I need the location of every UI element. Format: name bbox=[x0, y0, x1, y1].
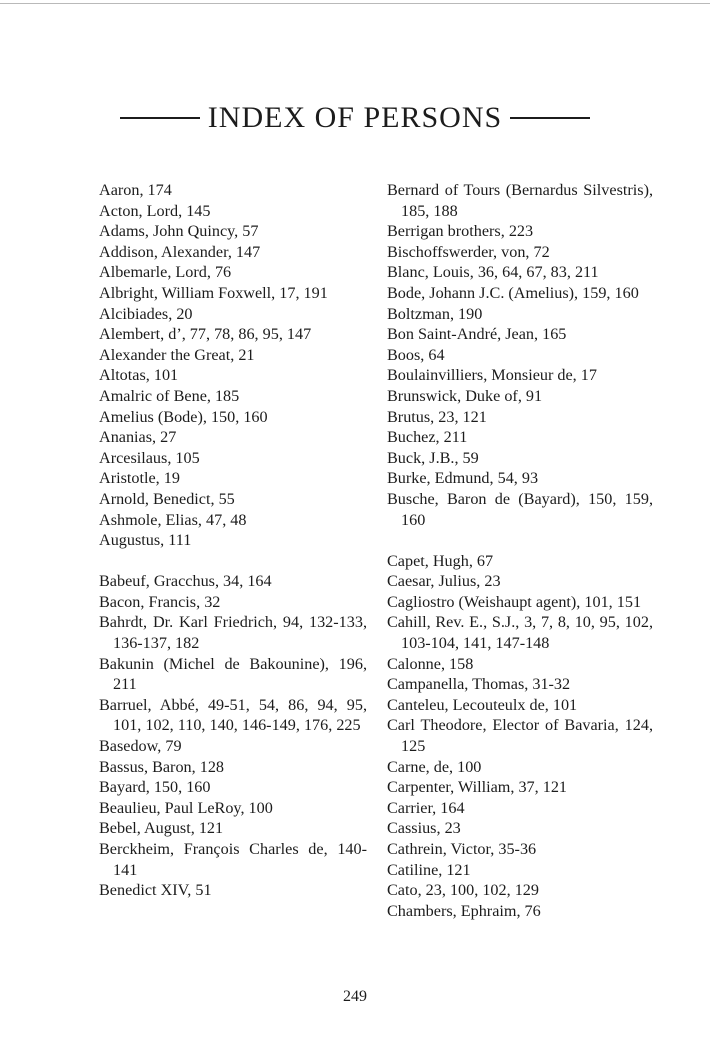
title-right-rule bbox=[510, 117, 590, 119]
index-entry: Blanc, Louis, 36, 64, 67, 83, 211 bbox=[387, 263, 599, 282]
index-entry: Catiline, 121 bbox=[387, 860, 471, 879]
index-entry: Cato, 23, 100, 102, 129 bbox=[387, 881, 539, 900]
index-column-right bbox=[387, 180, 653, 921]
index-entry: Cahill, Rev. E., S.J., 3, 7, 8, 10, 95, 102, 103-104, 141, 147-148 bbox=[387, 613, 653, 653]
index-entry: Adams, John Quincy, 57 bbox=[99, 222, 259, 241]
page-number: 249 bbox=[343, 988, 367, 1005]
index-entry: Busche, Baron de (Bayard), 150, 159, 160 bbox=[387, 489, 653, 529]
index-entry: Cathrein, Victor, 35-36 bbox=[387, 840, 537, 858]
index-entry: Acton, Lord, 145 bbox=[99, 201, 211, 220]
index-entry: Carl Theodore, Elector of Bavaria, 124, 125 bbox=[387, 716, 653, 756]
index-entry: Buck, J.B., 59 bbox=[387, 448, 479, 467]
index-entry: Ashmole, Elias, 47, 48 bbox=[99, 510, 247, 529]
index-entry: Boltzman, 190 bbox=[387, 304, 483, 323]
top-border-line bbox=[0, 3, 710, 4]
index-entry: Canteleu, Lecouteulx de, 101 bbox=[387, 695, 578, 714]
page-title-block bbox=[0, 98, 710, 138]
index-entry: Cagliostro (Weishaupt agent), 101, 151 bbox=[387, 592, 642, 611]
index-entry: Alexander the Great, 21 bbox=[99, 345, 255, 364]
index-entry: Barruel, Abbé, 49-51, 54, 86, 94, 95, 101, 102, 110, 140, 146-149, 176, 225 bbox=[99, 695, 367, 735]
index-entry: Bacon, Francis, 32 bbox=[99, 592, 221, 611]
index-entry: Arnold, Benedict, 55 bbox=[99, 489, 235, 508]
index-entry: Amelius (Bode), 150, 160 bbox=[99, 407, 268, 426]
index-entry: Bernard of Tours (Bernardus Silvestris), 185, 188 bbox=[387, 181, 653, 220]
index-entry: Augustus, 111 bbox=[99, 531, 192, 550]
index-entry: Albright, William Foxwell, 17, 191 bbox=[99, 283, 328, 302]
index-entry: Beaulieu, Paul LeRoy, 100 bbox=[99, 798, 273, 817]
index-entry: Brutus, 23, 121 bbox=[387, 407, 487, 426]
index-entry: Aaron, 174 bbox=[99, 181, 172, 199]
index-entry: Brunswick, Duke of, 91 bbox=[387, 386, 543, 405]
index-entry: Babeuf, Gracchus, 34, 164 bbox=[99, 572, 272, 591]
index-entry: Boulainvilliers, Monsieur de, 17 bbox=[387, 366, 597, 385]
index-entry: Carrier, 164 bbox=[387, 798, 465, 817]
index-entry: Boos, 64 bbox=[387, 345, 445, 364]
index-entry: Albemarle, Lord, 76 bbox=[99, 263, 232, 282]
index-column-left bbox=[99, 180, 367, 901]
index-entry: Bebel, August, 121 bbox=[99, 819, 224, 838]
page-title: INDEX OF PERSONS bbox=[207, 101, 503, 134]
index-entry: Ananias, 27 bbox=[99, 428, 177, 447]
index-entry: Berrigan brothers, 223 bbox=[387, 222, 534, 241]
index-entry: Campanella, Thomas, 31-32 bbox=[387, 675, 571, 694]
title-left-rule bbox=[120, 117, 200, 119]
index-entry: Bakunin (Michel de Bakounine), 196, 211 bbox=[99, 654, 367, 694]
index-entry: Amalric of Bene, 185 bbox=[99, 386, 240, 405]
index-entry: Burke, Edmund, 54, 93 bbox=[387, 469, 539, 488]
index-entry: Arcesilaus, 105 bbox=[99, 448, 200, 467]
index-entry: Bassus, Baron, 128 bbox=[99, 757, 225, 776]
index-entry: Carpenter, William, 37, 121 bbox=[387, 778, 568, 797]
index-entry: Calonne, 158 bbox=[387, 654, 474, 673]
index-entry: Bode, Johann J.C. (Amelius), 159, 160 bbox=[387, 283, 639, 302]
index-entry: Caesar, Julius, 23 bbox=[387, 572, 501, 591]
index-entry: Cassius, 23 bbox=[387, 819, 461, 838]
index-entry: Basedow, 79 bbox=[99, 737, 182, 756]
index-entry: Carne, de, 100 bbox=[387, 757, 482, 776]
index-entry: Alcibiades, 20 bbox=[99, 304, 193, 323]
index-entry: Bayard, 150, 160 bbox=[99, 778, 211, 797]
index-entry: Bischoffswerder, von, 72 bbox=[387, 242, 550, 261]
index-entry: Berckheim, François Charles de, 140-141 bbox=[99, 840, 367, 879]
index-entry: Altotas, 101 bbox=[99, 366, 179, 385]
index-entry: Chambers, Ephraim, 76 bbox=[387, 901, 541, 920]
index-entry: Aristotle, 19 bbox=[99, 469, 180, 488]
index-entry: Bon Saint-André, Jean, 165 bbox=[387, 325, 567, 344]
index-entry: Benedict XIV, 51 bbox=[99, 881, 212, 900]
index-entry: Capet, Hugh, 67 bbox=[387, 551, 494, 570]
index-entry: Bahrdt, Dr. Karl Friedrich, 94, 132-133, 136-137, 182 bbox=[99, 613, 367, 653]
index-entry: Addison, Alexander, 147 bbox=[99, 242, 261, 261]
index-entry: Buchez, 211 bbox=[387, 428, 468, 447]
index-entry: Alembert, d’, 77, 78, 86, 95, 147 bbox=[99, 325, 312, 344]
